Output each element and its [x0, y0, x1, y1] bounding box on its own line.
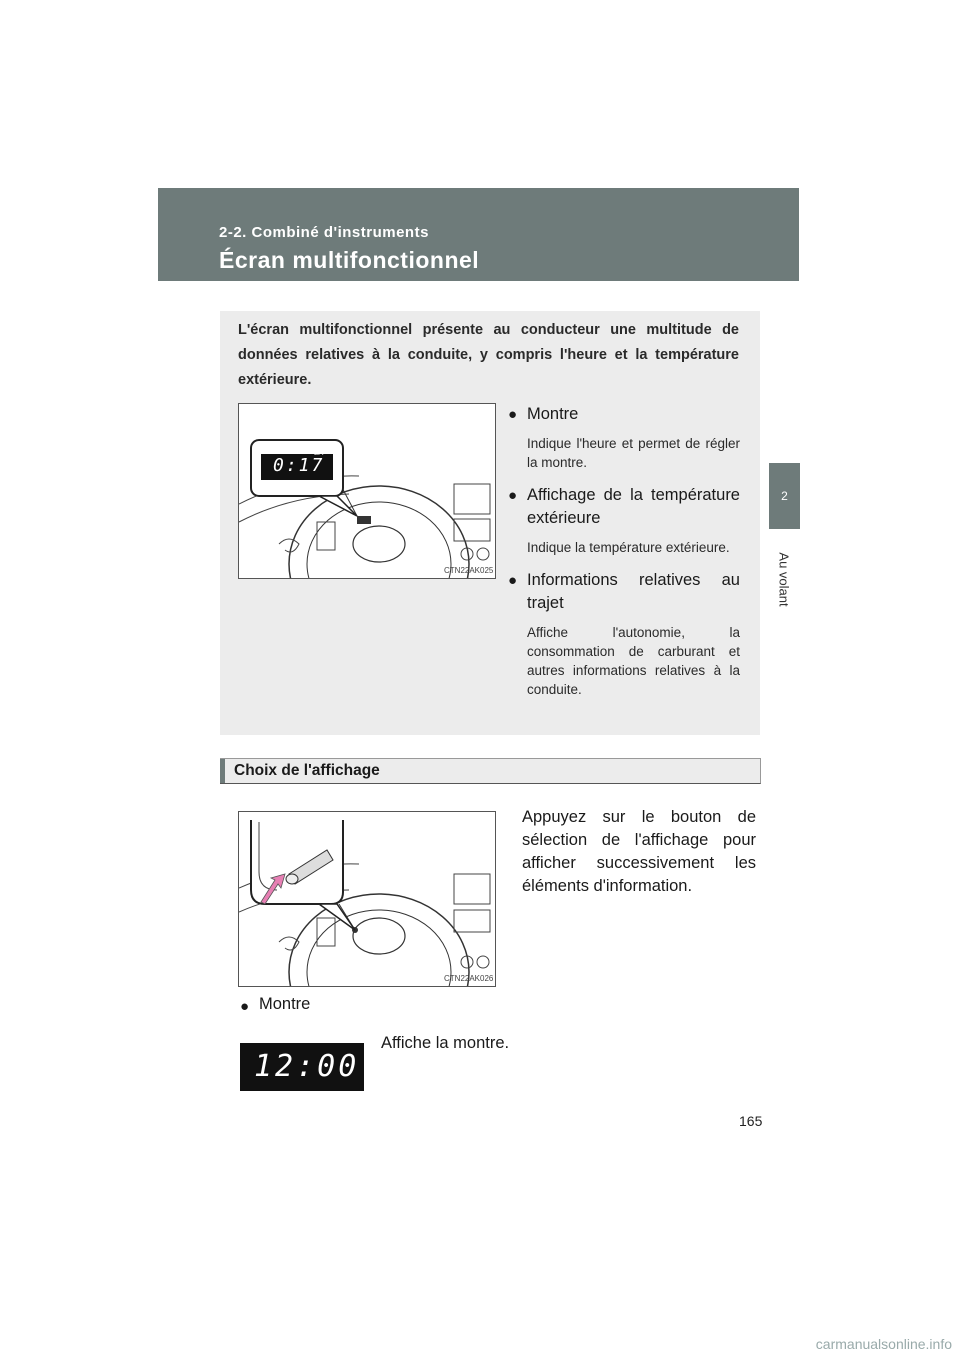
- feature-list: [508, 403, 740, 711]
- figure-dashboard-display: [238, 403, 496, 579]
- figure-select-button: [238, 811, 496, 987]
- feature-item-temperature: [508, 484, 740, 557]
- dashboard-illustration: [239, 404, 495, 578]
- page-title: Écran multifonctionnel: [219, 247, 480, 273]
- steering-illustration: [239, 812, 495, 986]
- figure1-display-time: 0:17: [273, 455, 325, 476]
- bottom-item-label: Montre: [259, 995, 311, 1013]
- bullet-icon: ●: [508, 406, 518, 423]
- feature-desc: Indique l'heure et permet de régler la montre.: [527, 436, 740, 470]
- section-label: 2-2. Combiné d'instruments: [219, 224, 429, 241]
- figure2-code: CTN22AK026: [444, 974, 494, 983]
- bottom-item-clock: [240, 995, 310, 1018]
- intro-text: L'écran multifonctionnel présente au conducteur une multitude de données relatives à la conduite, y compris l'heure et la température extérieure.: [238, 322, 739, 388]
- feature-desc: Indique la température extérieure.: [527, 540, 730, 555]
- feature-title: Montre: [527, 405, 579, 423]
- feature-desc: Affiche l'autonomie, la consommation de carburant et autres informations relatives à la conduite.: [527, 625, 740, 697]
- bullet-icon: ●: [508, 572, 518, 589]
- bullet-icon: ●: [508, 487, 518, 504]
- clock-desc: Affiche la montre.: [381, 1034, 510, 1052]
- page-number: 165: [739, 1113, 763, 1129]
- watermark: carmanualsonline.info: [815, 1336, 952, 1352]
- clock-display: [240, 1043, 364, 1091]
- figure1-code: CTN22AK025: [444, 566, 494, 575]
- bullet-icon: ●: [240, 998, 250, 1015]
- figure1-display-tag: E/T: [314, 450, 325, 457]
- chapter-label: Au volant: [776, 552, 792, 607]
- subsection-header: [220, 758, 761, 784]
- clock-display-value: 12:00: [254, 1049, 360, 1084]
- feature-item-clock: [508, 403, 740, 472]
- subsection-body: Appuyez sur le bouton de sélection de l'affichage pour afficher successivement les éléments d'information.: [522, 808, 756, 895]
- feature-title: Affichage de la température extérieure: [527, 486, 740, 527]
- feature-title: Informations relatives au trajet: [527, 571, 740, 612]
- subsection-title: Choix de l'affichage: [234, 762, 380, 779]
- chapter-tab: 2: [769, 463, 800, 529]
- feature-item-trip: [508, 569, 740, 699]
